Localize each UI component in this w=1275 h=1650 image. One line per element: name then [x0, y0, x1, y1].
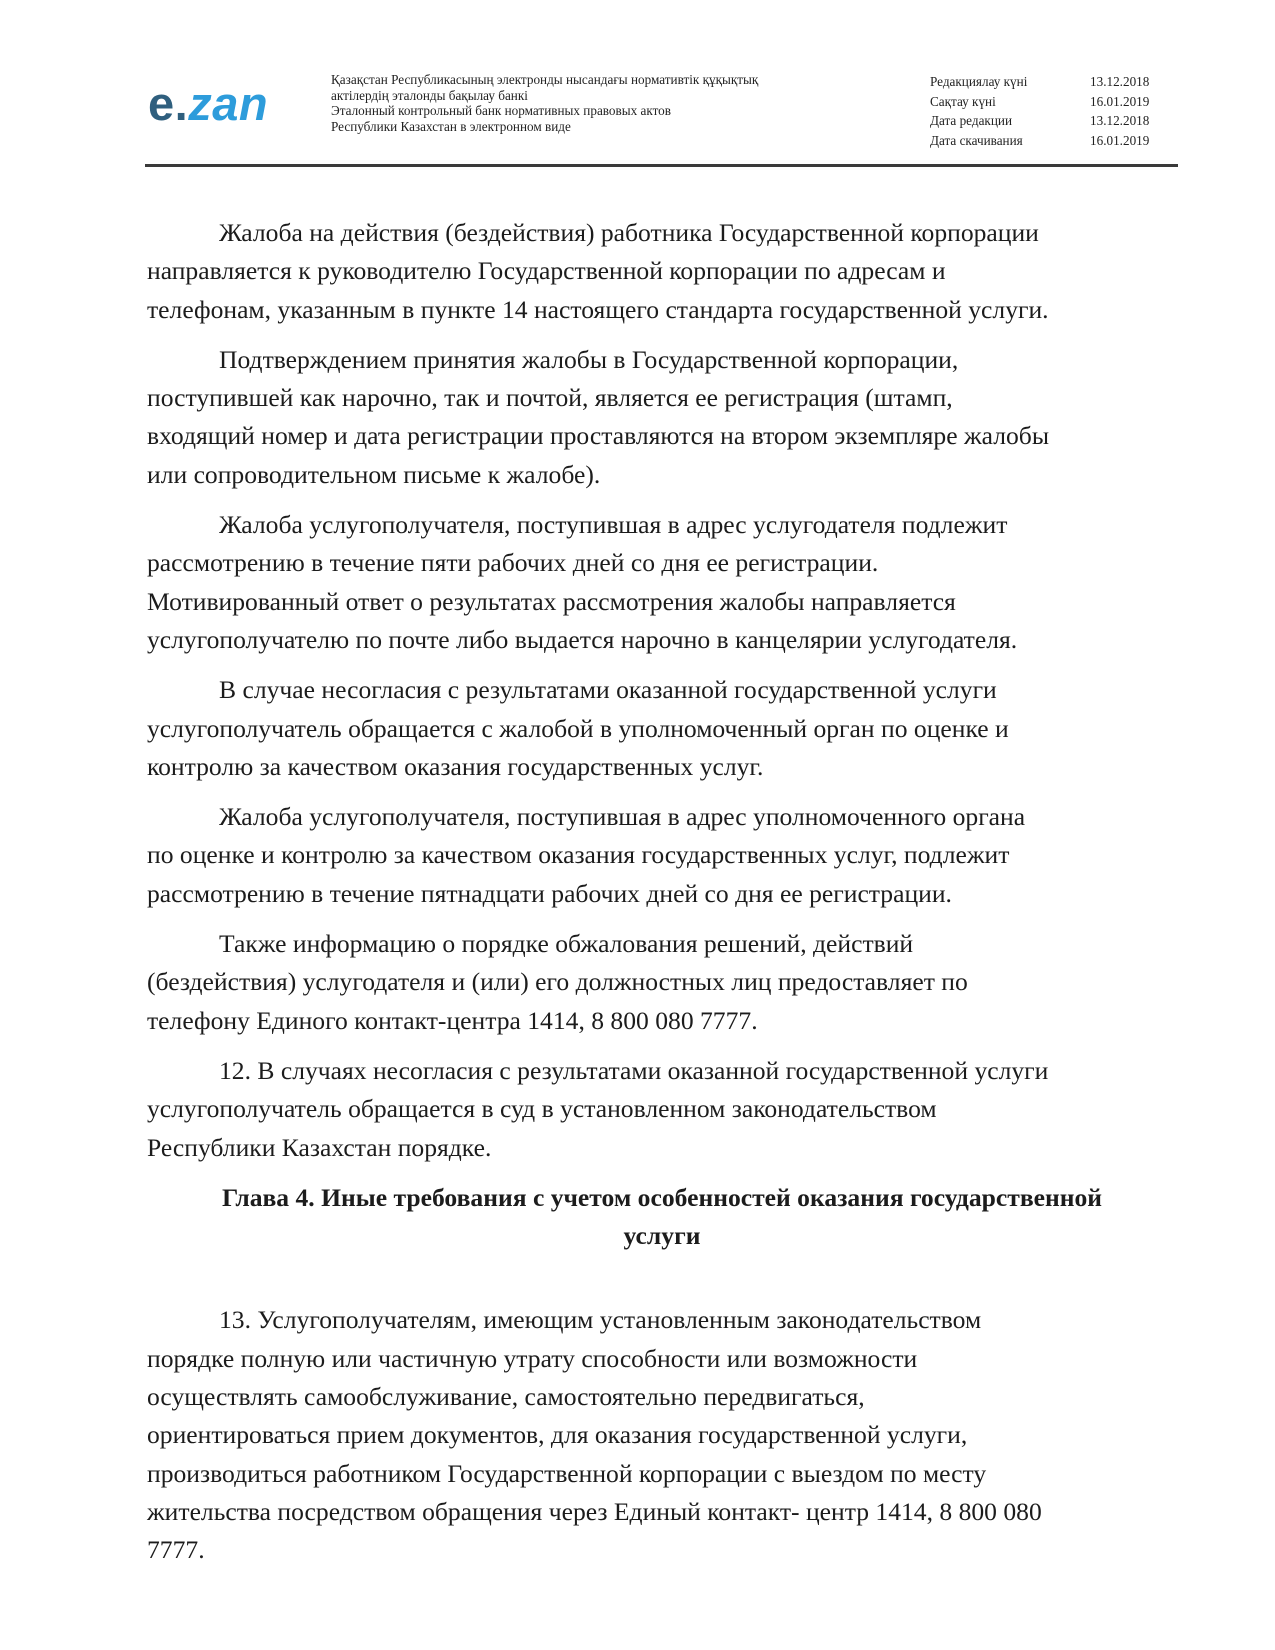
paragraph-line: порядке полную или частичную утрату способности или возможности	[147, 1343, 918, 1373]
paragraph-line: поступившей как нарочно, так и почтой, является ее регистрация (штамп,	[147, 383, 953, 413]
paragraph-line: 13. Услугополучателям, имеющим установленным законодательством	[219, 1305, 982, 1335]
paragraph-line: рассмотрению в течение пятнадцати рабочих дней со дня ее регистрации.	[147, 878, 952, 908]
header-desc-line: актілердің эталонды бақылау банкі	[331, 87, 528, 103]
logo-e: e	[148, 77, 175, 130]
header-desc-line: Қазақстан Республикасының электронды нысандағы нормативтік құқықтық	[331, 72, 759, 87]
meta-row-download-date-ru	[930, 131, 1180, 151]
chapter-title-line: Глава 4. Иные требования с учетом особенностей оказания государственной	[221, 1182, 1103, 1212]
meta-label: Дата скачивания	[930, 132, 1023, 148]
paragraph-line: Жалоба на действия (бездействия) работника Государственной корпорации	[219, 218, 1039, 247]
paragraph	[147, 341, 1177, 494]
meta-value: 13.12.2018	[1090, 113, 1150, 128]
paragraph-line: или сопроводительном письме к жалобе).	[147, 459, 601, 489]
paragraph-line: Также информацию о порядке обжалования решений, действий	[219, 929, 914, 959]
paragraph-line: Мотивированный ответ о результатах рассмотрения жалобы направляется	[147, 586, 956, 616]
paragraph-line: по оценке и контролю за качеством оказания государственных услуг, подлежит	[147, 840, 1010, 870]
paragraph-line: 12. В случаях несогласия с результатами оказанной государственной услуги	[219, 1055, 1049, 1085]
paragraph-line: В случае несогласия с результатами оказанной государственной услуги	[219, 675, 997, 705]
header-description	[331, 72, 871, 134]
paragraph-line: услугополучатель обращается в суд в установленном законодательством	[147, 1094, 937, 1124]
paragraph-line: производиться работником Государственной корпорации с выездом по месту	[147, 1458, 987, 1488]
ezan-logo	[148, 77, 269, 130]
header-desc-line: Эталонный контрольный банк нормативных правовых актов	[331, 103, 671, 118]
paragraph-line: 7777.	[147, 1535, 205, 1565]
paragraph	[147, 1301, 1177, 1569]
logo-dot: .	[174, 77, 189, 130]
meta-value: 13.12.2018	[1090, 74, 1150, 89]
paragraph	[147, 506, 1177, 659]
paragraphs-after-chapter	[147, 1301, 1177, 1569]
header-meta	[930, 72, 1180, 150]
header-desc-line: Республики Казахстан в электронном виде	[331, 118, 571, 134]
paragraph-line: осуществлять самообслуживание, самостоятельно передвигаться,	[147, 1382, 865, 1412]
meta-value: 16.01.2019	[1090, 132, 1150, 148]
meta-value: 16.01.2019	[1090, 93, 1150, 109]
paragraph	[147, 798, 1177, 913]
paragraph-line: направляется к руководителю Государственной корпорации по адресам и	[147, 256, 946, 286]
paragraph-line: телефону Единого контакт-центра 1414, 8 800 080 7777.	[147, 1005, 758, 1035]
paragraph-line: услугополучатель обращается с жалобой в уполномоченный орган по оценке и	[147, 713, 1009, 743]
meta-label: Сақтау күні	[930, 93, 996, 109]
chapter-title	[147, 1179, 1177, 1256]
paragraph-line: услугополучателю по почте либо выдается нарочно в канцелярии услугодателя.	[147, 624, 1018, 654]
logo-zan: zan	[188, 77, 269, 130]
paragraph-line: рассмотрению в течение пяти рабочих дней со дня ее регистрации.	[147, 548, 879, 578]
paragraph-line: (бездействия) услугодателя и (или) его должностных лиц предоставляет по	[147, 967, 968, 997]
document-body	[147, 214, 1177, 1582]
paragraph-line: входящий номер и дата регистрации проставляются на втором экземпляре жалобы	[147, 421, 1050, 451]
document-header	[145, 62, 1178, 162]
paragraph-line: контролю за качеством оказания государственных услуг.	[147, 751, 764, 781]
paragraph-line: Подтверждением принятия жалобы в Государственной корпорации,	[219, 344, 959, 374]
paragraph-line: Республики Казахстан порядке.	[147, 1132, 492, 1162]
meta-row-save-date-kz	[930, 92, 1180, 112]
paragraph	[147, 214, 1177, 329]
paragraph-line: Жалоба услугополучателя, поступившая в адрес услугодателя подлежит	[219, 510, 1008, 540]
header-divider	[145, 164, 1178, 167]
meta-row-edit-date-kz	[930, 72, 1180, 92]
paragraph	[147, 925, 1177, 1040]
paragraph-line: Жалоба услугополучателя, поступившая в адрес уполномоченного органа	[219, 802, 1026, 832]
paragraphs-before-chapter	[147, 214, 1177, 1167]
meta-label: Дата редакции	[930, 113, 1012, 128]
paragraph-line: телефонам, указанным в пункте 14 настоящего стандарта государственной услуги.	[147, 294, 1049, 324]
meta-label: Редакциялау күні	[930, 74, 1028, 89]
chapter-title-line: услуги	[623, 1221, 701, 1251]
paragraph-line: ориентироваться прием документов, для оказания государственной услуги,	[147, 1420, 968, 1450]
paragraph-line: жительства посредством обращения через Единый контакт- центр 1414, 8 800 080	[147, 1496, 1042, 1526]
meta-row-edit-date-ru	[930, 111, 1180, 131]
paragraph	[147, 671, 1177, 786]
paragraph	[147, 1052, 1177, 1167]
